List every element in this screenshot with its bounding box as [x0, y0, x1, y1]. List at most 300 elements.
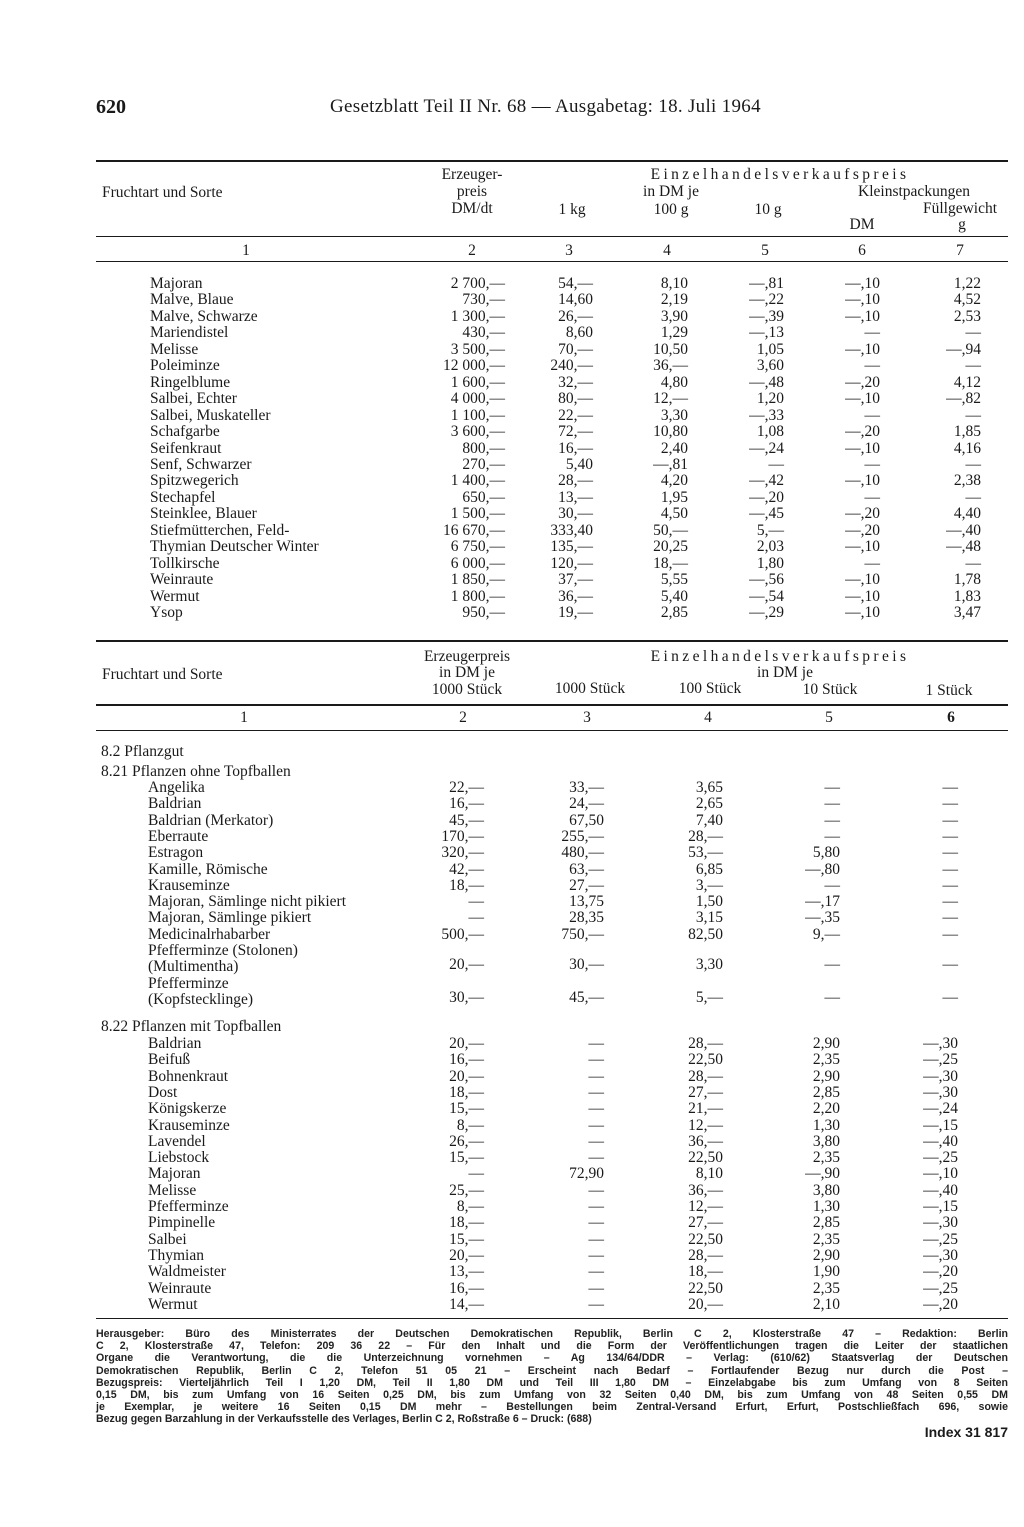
- group-mit-topfballen: 8.22 Pflanzen mit Topfballen: [101, 1018, 282, 1035]
- cell-value: 80,—: [558, 390, 593, 408]
- row-label: Steinklee, Blauer: [150, 505, 257, 523]
- cell-value: 28,—: [688, 1246, 723, 1264]
- row-label: Thymian Deutscher Winter: [150, 538, 319, 556]
- cell-value: —,20: [845, 373, 880, 391]
- cell-value: —,30: [923, 1035, 958, 1052]
- cell-value: —: [942, 925, 958, 943]
- cell-value: —: [942, 988, 958, 1006]
- cell-value: —: [588, 1246, 604, 1264]
- impressum-line: Bezugspreis: Vierteljährlich Teil I 1,20 DM, Teil II 1,80 DM und Teil III 1,80 DM – Einzelabgabe bis zum Umfang von 8 Seiten: [96, 1376, 1008, 1389]
- cell-value: 3 600,—: [450, 423, 505, 441]
- cell-value: 5,—: [756, 521, 784, 539]
- row-label: Malve, Schwarze: [150, 307, 258, 325]
- cell-value: —,54: [749, 587, 784, 605]
- cell-value: 28,—: [688, 1067, 723, 1085]
- row-label: Weinraute: [148, 1279, 212, 1297]
- cell-value: 480,—: [561, 844, 604, 862]
- cell-value: 4,50: [660, 505, 688, 523]
- cell-value: 30,—: [569, 956, 604, 974]
- cell-value: —,20: [845, 423, 880, 441]
- cell-value: 26,—: [558, 307, 593, 325]
- row-label: Krauseminze: [148, 1116, 230, 1134]
- cell-value: 4 000,—: [450, 390, 505, 408]
- cell-value: 8,10: [695, 1165, 723, 1183]
- cell-value: —,94: [946, 340, 981, 358]
- cell-value: —,42: [749, 472, 784, 490]
- row-label: Stiefmütterchen, Feld-: [150, 521, 290, 539]
- cell-value: —,25: [923, 1230, 958, 1248]
- row-label: Baldrian: [148, 795, 202, 813]
- cell-value: 27,—: [569, 876, 604, 894]
- row-label: Pfefferminze: [148, 974, 229, 992]
- cell-value: 2,35: [812, 1051, 840, 1069]
- cell-value: —,48: [749, 373, 784, 391]
- row-label: Eberraute: [148, 827, 209, 845]
- cell-value: 20,—: [688, 1295, 723, 1313]
- cell-value: 3 500,—: [450, 340, 505, 358]
- cell-value: 4,16: [953, 439, 981, 457]
- cell-value: 9,—: [812, 925, 840, 943]
- impressum-line: je Exemplar, je weitere 16 Seiten 0,15 DM mehr – Bestellungen beim Zentral-Versand Erfurt, Erfurt, Postschließfach 696, sowie: [96, 1401, 1008, 1414]
- cell-value: 36,—: [688, 1181, 723, 1199]
- cell-value: —,15: [923, 1116, 958, 1134]
- cell-value: —,10: [845, 587, 880, 605]
- cell-value: 13,—: [449, 1263, 484, 1281]
- cell-value: 3,65: [695, 779, 723, 796]
- cell-value: 1,83: [953, 587, 981, 605]
- cell-value: 5,40: [660, 587, 688, 605]
- row-label: Medicinalrhabarber: [148, 925, 271, 943]
- cell-value: 1,20: [756, 390, 784, 408]
- table2-head-rule: [96, 704, 1008, 706]
- cell-value: —: [824, 988, 840, 1006]
- cell-value: 19,—: [558, 604, 593, 621]
- cell-value: 650,—: [462, 488, 505, 506]
- cell-value: —: [768, 455, 784, 473]
- cell-value: 1,50: [695, 893, 723, 911]
- cell-value: 22,50: [688, 1149, 723, 1167]
- row-label: Melisse: [150, 340, 199, 358]
- cell-value: —,17: [805, 893, 840, 911]
- cell-value: 27,—: [688, 1083, 723, 1101]
- row-label: Dost: [148, 1083, 178, 1101]
- cell-value: 2,35: [812, 1230, 840, 1248]
- cell-value: 20,—: [449, 1067, 484, 1085]
- cell-value: 3,30: [695, 956, 723, 974]
- cell-value: —,10: [845, 390, 880, 408]
- cell-value: 1,78: [953, 571, 981, 589]
- cell-value: 4,20: [660, 472, 688, 490]
- cell-value: —: [942, 844, 958, 862]
- row-label: Pfefferminze (Stolonen): [148, 942, 298, 959]
- cell-value: 3,47: [953, 604, 981, 621]
- table1-numbers-rule: [96, 261, 1008, 262]
- cell-value: 3,15: [695, 909, 723, 927]
- cell-value: —,10: [845, 291, 880, 309]
- t1-head-1kg: 1 kg: [558, 201, 586, 218]
- cell-value: 15,—: [449, 1230, 484, 1248]
- table2-numbers-rule: [96, 730, 1008, 731]
- cell-value: 1,22: [953, 275, 981, 292]
- t2-head-in-dm-je: in DM je: [757, 664, 813, 681]
- cell-value: 4,12: [953, 373, 981, 391]
- cell-value: 18,—: [449, 876, 484, 894]
- cell-value: —: [824, 827, 840, 845]
- cell-value: —,20: [845, 505, 880, 523]
- cell-value: 1 300,—: [450, 307, 505, 325]
- cell-value: 28,35: [569, 909, 604, 927]
- cell-value: —,25: [923, 1279, 958, 1297]
- cell-value: 25,—: [449, 1181, 484, 1199]
- cell-value: 72,90: [569, 1165, 604, 1183]
- col-number: 3: [565, 242, 573, 259]
- cell-value: 1 600,—: [450, 373, 505, 391]
- cell-value: —: [588, 1295, 604, 1313]
- cell-value: —,48: [946, 538, 981, 556]
- cell-value: 1 800,—: [450, 587, 505, 605]
- cell-value: 36,—: [688, 1132, 723, 1150]
- cell-value: —: [588, 1214, 604, 1232]
- cell-value: 1 100,—: [450, 406, 505, 424]
- cell-value: —: [965, 324, 981, 342]
- col-number: 1: [240, 709, 248, 726]
- cell-value: 10,80: [653, 423, 688, 441]
- t2-head-erzeuger-3: 1000 Stück: [431, 681, 503, 698]
- t1-head-100g: 100 g: [653, 201, 689, 218]
- cell-value: 255,—: [561, 827, 604, 845]
- t1-head-kleinst: Kleinstpackungen: [858, 183, 970, 200]
- cell-value: 18,—: [653, 554, 688, 572]
- cell-value: 20,—: [449, 956, 484, 974]
- cell-value: 30,—: [558, 505, 593, 523]
- section-pflanzgut: 8.2 Pflanzgut: [101, 743, 184, 760]
- cell-value: 22,—: [449, 779, 484, 796]
- t1-head-10g: 10 g: [754, 201, 782, 218]
- cell-value: 500,—: [441, 925, 484, 943]
- cell-value: 70,—: [558, 340, 593, 358]
- impressum-line: 0,15 DM, bis zum Umfang von 16 Seiten 0,25 DM, bis zum Umfang von 32 Seiten 0,40 DM, bis zum Umfang von 48 Seiten 0,55 DM: [96, 1389, 1008, 1402]
- cell-value: 53,—: [688, 844, 723, 862]
- cell-value: 20,25: [653, 538, 688, 556]
- cell-value: —: [965, 488, 981, 506]
- table2-top-rule: [96, 640, 1008, 642]
- t1-head-erzeuger-2: preis: [456, 183, 488, 200]
- row-label: Senf, Schwarzer: [150, 455, 252, 473]
- cell-value: —: [824, 795, 840, 813]
- cell-value: 21,—: [688, 1100, 723, 1118]
- cell-value: —: [588, 1035, 604, 1052]
- t2-head-fruchtart: Fruchtart und Sorte: [102, 666, 223, 683]
- cell-value: 32,—: [558, 373, 593, 391]
- cell-value: 22,50: [688, 1051, 723, 1069]
- cell-value: 16 670,—: [443, 521, 505, 539]
- cell-value: —: [588, 1279, 604, 1297]
- cell-value: —,10: [923, 1165, 958, 1183]
- cell-value: 2,35: [812, 1149, 840, 1167]
- cell-value: 4,52: [953, 291, 981, 309]
- row-label: Seifenkraut: [150, 439, 222, 457]
- cell-value: —: [864, 554, 880, 572]
- cell-value: 3,90: [660, 307, 688, 325]
- cell-value: 2,38: [953, 472, 981, 490]
- cell-value: 45,—: [569, 988, 604, 1006]
- cell-value: —: [588, 1067, 604, 1085]
- cell-value: —,80: [805, 860, 840, 878]
- col-number: 4: [704, 709, 712, 726]
- t2-head-100-stueck: 100 Stück: [678, 680, 742, 697]
- cell-value: —: [588, 1116, 604, 1134]
- cell-value: —: [824, 779, 840, 796]
- t1-head-einzelhandel: Einzelhandelsverkaufspreis: [650, 166, 910, 183]
- cell-value: 2,85: [660, 604, 688, 621]
- row-label: Thymian: [148, 1246, 204, 1264]
- cell-value: —,10: [845, 340, 880, 358]
- page-header: [96, 96, 1008, 126]
- cell-value: 333,40: [550, 521, 593, 539]
- cell-value: —,20: [923, 1295, 958, 1313]
- cell-value: 750,—: [561, 925, 604, 943]
- row-label: Ysop: [150, 604, 183, 621]
- cell-value: —: [864, 406, 880, 424]
- cell-value: 67,50: [569, 811, 604, 829]
- cell-value: 12,—: [653, 390, 688, 408]
- row-label: Salbei, Echter: [150, 390, 237, 408]
- cell-value: —: [468, 1165, 484, 1183]
- page-number: 620: [96, 96, 126, 118]
- cell-value: 6 750,—: [450, 538, 505, 556]
- cell-value: 13,—: [558, 488, 593, 506]
- cell-value: 20,—: [449, 1246, 484, 1264]
- cell-value: 1,90: [812, 1263, 840, 1281]
- cell-value: —: [942, 893, 958, 911]
- cell-value: —: [468, 893, 484, 911]
- cell-value: —: [942, 779, 958, 796]
- cell-value: —: [942, 956, 958, 974]
- cell-value: 13,75: [569, 893, 604, 911]
- cell-value: —,25: [923, 1051, 958, 1069]
- cell-value: 10,50: [653, 340, 688, 358]
- row-label: Liebstock: [148, 1149, 210, 1167]
- t2-head-1-stueck: 1 Stück: [925, 682, 973, 699]
- cell-value: 1 400,—: [450, 472, 505, 490]
- cell-value: 1,05: [756, 340, 784, 358]
- cell-value: —: [965, 357, 981, 375]
- cell-value: —,10: [845, 472, 880, 490]
- cell-value: 2,53: [953, 307, 981, 325]
- t2-head-1000-stueck: 1000 Stück: [554, 680, 626, 697]
- cell-value: —,10: [845, 604, 880, 621]
- cell-value: 2,90: [812, 1246, 840, 1264]
- cell-value: 2,20: [812, 1100, 840, 1118]
- row-label: Majoran: [148, 1165, 201, 1183]
- col-number: 2: [459, 709, 467, 726]
- cell-value: 8,—: [456, 1116, 484, 1134]
- cell-value: —,81: [749, 275, 784, 292]
- cell-value: 270,—: [462, 455, 505, 473]
- cell-value: 2,10: [812, 1295, 840, 1313]
- row-label: Königskerze: [148, 1100, 227, 1118]
- cell-value: 16,—: [558, 439, 593, 457]
- row-label: Wermut: [150, 587, 200, 605]
- cell-value: 36,—: [558, 587, 593, 605]
- cell-value: 30,—: [449, 988, 484, 1006]
- cell-value: —,22: [749, 291, 784, 309]
- row-label: (Kopfstecklinge): [148, 990, 254, 1008]
- cell-value: 3,80: [812, 1181, 840, 1199]
- cell-value: 15,—: [449, 1100, 484, 1118]
- t1-head-erzeuger-1: Erzeuger-: [441, 166, 503, 183]
- cell-value: 63,—: [569, 860, 604, 878]
- cell-value: 2,90: [812, 1067, 840, 1085]
- cell-value: —,30: [923, 1067, 958, 1085]
- cell-value: —: [588, 1083, 604, 1101]
- cell-value: —: [942, 909, 958, 927]
- row-label: Salbei: [148, 1230, 187, 1248]
- cell-value: 14,60: [558, 291, 593, 309]
- cell-value: 8,—: [456, 1198, 484, 1215]
- cell-value: —,29: [749, 604, 784, 621]
- impressum-line: C 2, Klosterstraße 47, Telefon: 209 36 22 – Für den Inhalt und die Form der Veröffentlichungen tragen die Leiter der staatlichen: [96, 1340, 1008, 1353]
- col-number: 6: [947, 709, 955, 726]
- cell-value: —,40: [946, 521, 981, 539]
- cell-value: 16,—: [449, 1051, 484, 1069]
- row-label: Majoran: [150, 275, 203, 292]
- row-label: Pimpinelle: [148, 1214, 216, 1232]
- cell-value: 170,—: [441, 827, 484, 845]
- row-label: Lavendel: [148, 1132, 206, 1150]
- cell-value: 16,—: [449, 795, 484, 813]
- cell-value: 24,—: [569, 795, 604, 813]
- cell-value: —,45: [749, 505, 784, 523]
- cell-value: —,90: [805, 1165, 840, 1183]
- col-number: 3: [583, 709, 591, 726]
- t2-head-10-stueck: 10 Stück: [802, 681, 858, 698]
- row-label: (Multimentha): [148, 958, 239, 976]
- col-number: 5: [825, 709, 833, 726]
- t1-head-in-dm-je: in DM je: [643, 183, 699, 200]
- cell-value: 5,—: [695, 988, 723, 1006]
- cell-value: 2,65: [695, 795, 723, 813]
- cell-value: 2,19: [660, 291, 688, 309]
- col-number: 4: [663, 242, 671, 259]
- cell-value: 5,80: [812, 844, 840, 862]
- cell-value: —: [864, 488, 880, 506]
- cell-value: —: [588, 1263, 604, 1281]
- cell-value: 1 850,—: [450, 571, 505, 589]
- cell-value: 430,—: [462, 324, 505, 342]
- row-label: Spitzwegerich: [150, 472, 239, 490]
- cell-value: —,10: [845, 307, 880, 325]
- cell-value: —: [588, 1132, 604, 1150]
- cell-value: —,30: [923, 1083, 958, 1101]
- gazette-title: Gesetzblatt Teil II Nr. 68 — Ausgabetag: 18. Juli 1964: [330, 96, 761, 117]
- cell-value: —,39: [749, 307, 784, 325]
- cell-value: 120,—: [550, 554, 593, 572]
- cell-value: —: [965, 406, 981, 424]
- row-label: Bohnenkraut: [148, 1067, 229, 1085]
- row-label: Waldmeister: [148, 1263, 226, 1281]
- cell-value: 2,85: [812, 1083, 840, 1101]
- cell-value: 950,—: [462, 604, 505, 621]
- col-number: 7: [956, 242, 964, 259]
- cell-value: 8,10: [660, 275, 688, 292]
- impressum-line: Demokratischen Republik, Berlin C 2, Telefon 51 05 21 – Erscheint nach Bedarf – Fortlaufender Bezug nur durch die Post –: [96, 1364, 1008, 1377]
- cell-value: 54,—: [558, 275, 593, 292]
- cell-value: 3,80: [812, 1132, 840, 1150]
- row-label: Weinraute: [150, 571, 214, 589]
- cell-value: —: [965, 455, 981, 473]
- cell-value: —,82: [946, 390, 981, 408]
- cell-value: —: [588, 1198, 604, 1215]
- cell-value: 2,35: [812, 1279, 840, 1297]
- cell-value: 1,85: [953, 423, 981, 441]
- cell-value: 28,—: [688, 1035, 723, 1052]
- t1-head-dm: DM: [849, 216, 875, 233]
- cell-value: 8,60: [565, 324, 593, 342]
- cell-value: —: [824, 956, 840, 974]
- cell-value: —,10: [845, 571, 880, 589]
- col-number: 6: [858, 242, 866, 259]
- cell-value: 1,80: [756, 554, 784, 572]
- cell-value: 18,—: [449, 1083, 484, 1101]
- cell-value: —: [588, 1181, 604, 1199]
- cell-value: —: [824, 811, 840, 829]
- cell-value: 22,50: [688, 1279, 723, 1297]
- cell-value: —: [468, 909, 484, 927]
- t2-head-erzeuger-1: Erzeugerpreis: [423, 648, 511, 665]
- cell-value: 3,30: [660, 406, 688, 424]
- cell-value: 1,30: [812, 1116, 840, 1134]
- row-label: Schafgarbe: [150, 423, 220, 441]
- col-number: 2: [468, 242, 476, 259]
- cell-value: 6,85: [695, 860, 723, 878]
- cell-value: 5,55: [660, 571, 688, 589]
- row-label: Pfefferminze: [148, 1198, 229, 1215]
- cell-value: —: [864, 357, 880, 375]
- cell-value: —: [864, 455, 880, 473]
- cell-value: 2,85: [812, 1214, 840, 1232]
- cell-value: 800,—: [462, 439, 505, 457]
- row-label: Stechapfel: [150, 488, 216, 506]
- table1-top-rule: [96, 160, 1008, 162]
- cell-value: —: [965, 554, 981, 572]
- cell-value: —,30: [923, 1246, 958, 1264]
- cell-value: —,81: [653, 455, 688, 473]
- cell-value: 1,95: [660, 488, 688, 506]
- row-label: Beifuß: [148, 1051, 191, 1069]
- cell-value: 6 000,—: [450, 554, 505, 572]
- cell-value: —,24: [923, 1100, 958, 1118]
- cell-value: —,10: [845, 275, 880, 292]
- impressum: [96, 1328, 1008, 1426]
- cell-value: 1,30: [812, 1198, 840, 1215]
- cell-value: 45,—: [449, 811, 484, 829]
- table1-head-rule: [96, 236, 1008, 237]
- cell-value: —,30: [923, 1214, 958, 1232]
- row-label: Malve, Blaue: [150, 291, 234, 309]
- cell-value: 20,—: [449, 1035, 484, 1052]
- cell-value: —,20: [923, 1263, 958, 1281]
- cell-value: 28,—: [558, 472, 593, 490]
- t1-head-fruchtart: Fruchtart und Sorte: [102, 184, 223, 201]
- cell-value: —,33: [749, 406, 784, 424]
- cell-value: 12 000,—: [443, 357, 505, 375]
- cell-value: 28,—: [688, 827, 723, 845]
- cell-value: 12,—: [688, 1116, 723, 1134]
- cell-value: —,20: [749, 488, 784, 506]
- row-label: Majoran, Sämlinge pikiert: [148, 909, 312, 927]
- cell-value: 135,—: [550, 538, 593, 556]
